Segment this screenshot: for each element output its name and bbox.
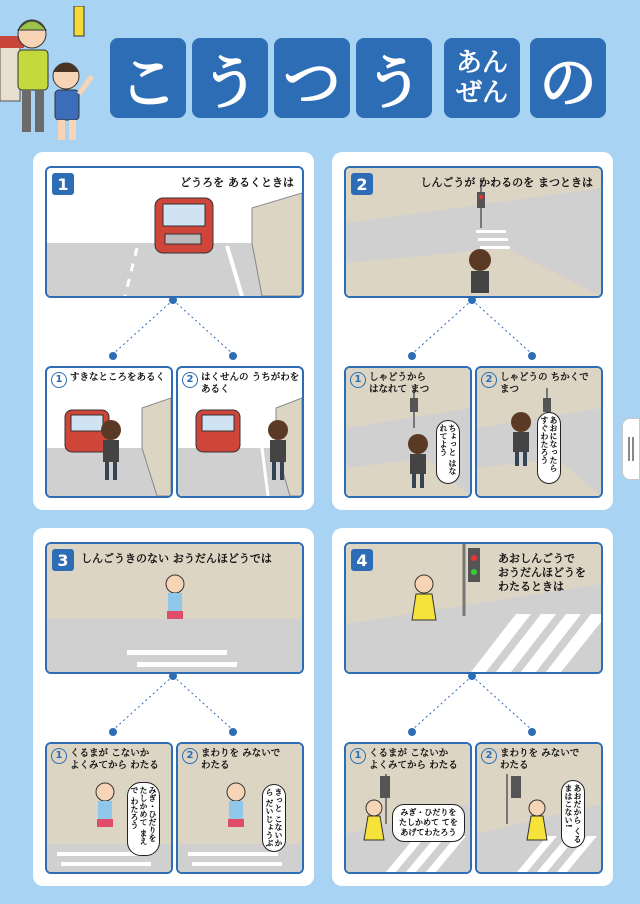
side-drawer-handle[interactable] [622, 418, 640, 480]
option-1-2-caption [182, 372, 299, 396]
option-4-2-caption [481, 748, 579, 772]
connector-4 [392, 670, 552, 740]
option-2-2 [475, 366, 603, 498]
option-2-2-text: しゃどうの ちかくで まつ [500, 372, 589, 395]
section-3-number: 3 [52, 549, 74, 571]
connector-2 [392, 294, 552, 364]
title-char-2: う [192, 38, 268, 118]
speech-bubble-2-1: ちょっと はなれてよう [436, 420, 460, 484]
option-2-1-text: しゃどうから はなれて まつ [369, 372, 430, 395]
option-1-1 [45, 366, 173, 498]
panel-2 [332, 152, 613, 510]
title-char-1: こ [110, 38, 186, 118]
option-3-1 [45, 742, 173, 874]
option-4-1-mark: 1 [350, 748, 366, 764]
section-2-number: 2 [351, 173, 373, 195]
section-4-caption: あおしんごうで おうだんほどうを わたるときは [498, 552, 586, 593]
speech-bubble-2-2: あおになったら すぐわたろう [537, 412, 561, 484]
option-3-2-caption [182, 748, 280, 772]
connector-1 [93, 294, 253, 364]
panel-1 [33, 152, 314, 510]
option-1-2-text: はくせんの うちがわを あるく [201, 372, 300, 395]
option-3-2-mark: 2 [182, 748, 198, 764]
option-1-2-mark: 2 [182, 372, 198, 388]
option-3-1-caption [51, 748, 159, 772]
option-2-1-mark: 1 [350, 372, 366, 388]
title-char-4: う [356, 38, 432, 118]
option-3-1-text: くるまが こないか よくみてから わたる [70, 748, 159, 771]
speech-bubble-3-2: きっと こないから だいじょうぶ [262, 784, 286, 852]
option-2-2-mark: 2 [481, 372, 497, 388]
section-1-caption: どうろを あるくときは [180, 176, 294, 189]
option-4-2 [475, 742, 603, 874]
scene-4-main [344, 542, 603, 674]
option-4-1-caption [350, 748, 458, 772]
speech-bubble-3-1: みぎ・ひだりを たしかめて まえで わたろう [127, 782, 160, 856]
title-banner [0, 38, 640, 128]
option-1-1-caption [51, 372, 165, 388]
title-small-top: あん [455, 48, 508, 78]
scene-3-main [45, 542, 304, 674]
connector-3 [93, 670, 253, 740]
title-char-3: つ [274, 38, 350, 118]
title-char-last: の [530, 38, 606, 118]
speech-bubble-4-1: みぎ・ひだりを たしかめて てを あげてわたろう [392, 804, 465, 842]
option-2-2-caption [481, 372, 589, 396]
section-2-caption: しんごうが かわるのを まつときは [420, 176, 593, 189]
section-1-number: 1 [52, 173, 74, 195]
speech-bubble-4-2: あおだから くるまはこない! [561, 780, 585, 848]
option-3-2-text: まわりを みないで わたる [201, 748, 281, 771]
scene-2-main [344, 166, 603, 298]
panel-4 [332, 528, 613, 886]
title-small-box [444, 38, 520, 118]
panel-3 [33, 528, 314, 886]
section-4-number: 4 [351, 549, 373, 571]
option-4-1 [344, 742, 472, 874]
option-4-2-mark: 2 [481, 748, 497, 764]
scene-1-main [45, 166, 304, 298]
section-3-caption: しんごうきのない おうだんほどうでは [81, 552, 272, 565]
option-2-1 [344, 366, 472, 498]
option-1-1-text: すきなところをあるく [70, 372, 166, 383]
option-3-1-mark: 1 [51, 748, 67, 764]
option-1-1-mark: 1 [51, 372, 67, 388]
option-4-2-text: まわりを みないで わたる [500, 748, 580, 771]
option-3-2 [176, 742, 304, 874]
title-small-bottom: ぜん [455, 78, 508, 108]
option-2-1-caption [350, 372, 429, 396]
option-1-2 [176, 366, 304, 498]
option-4-1-text: くるまが こないか よくみてから わたる [369, 748, 458, 771]
